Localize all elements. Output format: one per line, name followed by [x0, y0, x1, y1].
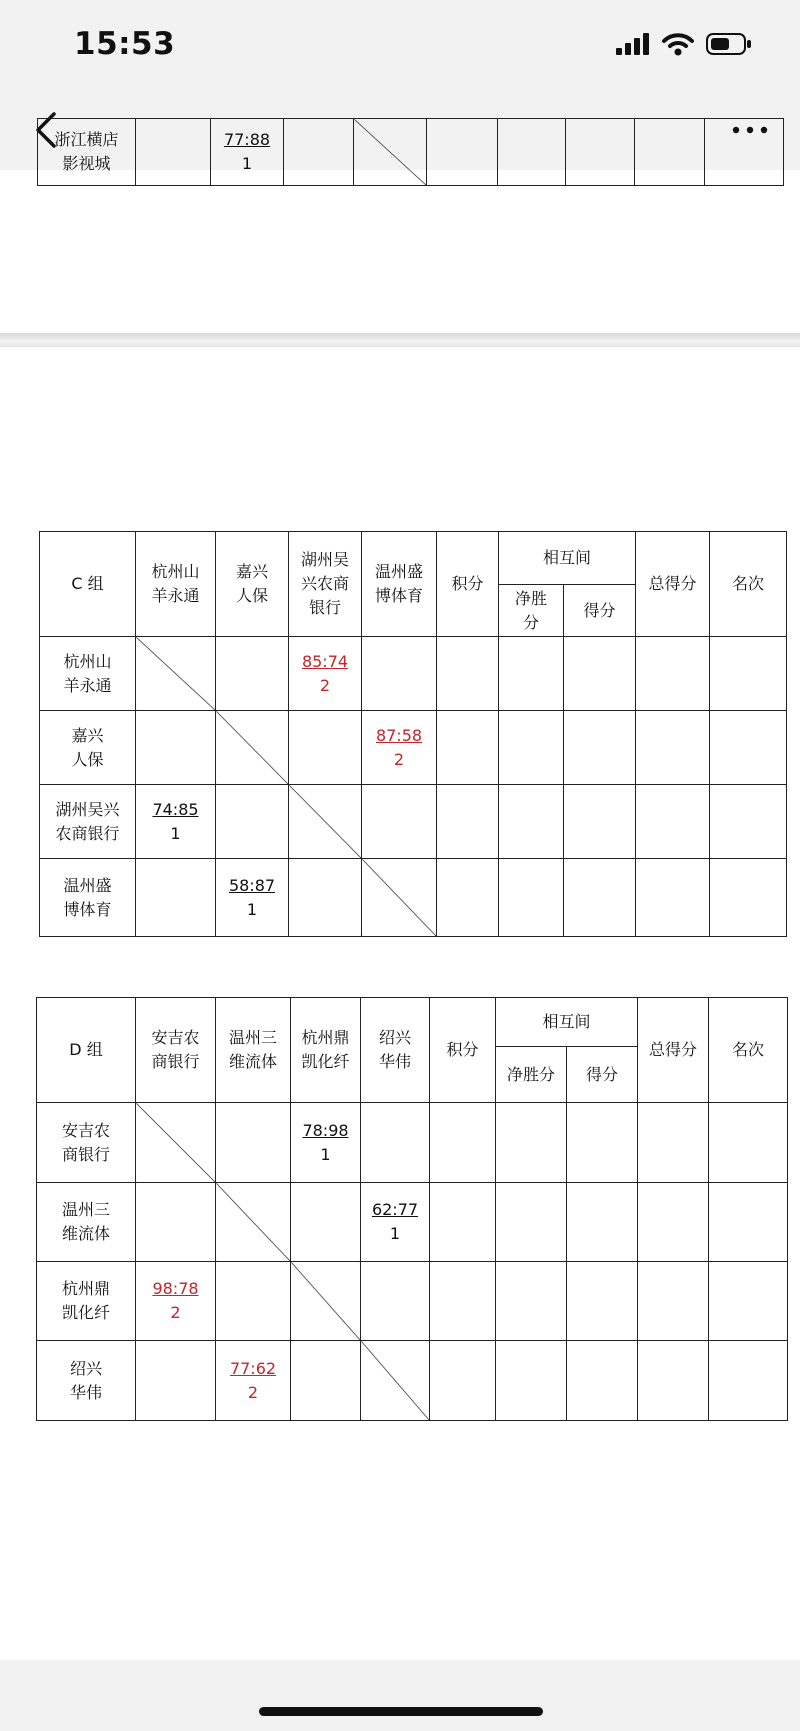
- table-row: [37, 1262, 788, 1341]
- points-cell: [430, 1341, 496, 1421]
- rank-cell: [710, 859, 787, 937]
- team-name-cell: 浙江横店 影视城: [38, 119, 136, 186]
- rank-cell: [709, 1103, 788, 1183]
- top-partial-table: [37, 118, 784, 186]
- net-cell: [499, 711, 564, 785]
- match-points: 2: [170, 1303, 181, 1322]
- page-separator: [0, 333, 800, 347]
- score-cell: [136, 1183, 216, 1262]
- net-cell: [496, 1103, 567, 1183]
- score-cell: [291, 1183, 361, 1262]
- diagonal-cell: [216, 1183, 291, 1262]
- diagonal-cell: [216, 711, 289, 785]
- row-team-name: 温州三 维流体: [37, 1183, 136, 1262]
- group-d-table: [36, 997, 788, 1421]
- status-icons: [616, 32, 752, 56]
- total-cell: [636, 711, 710, 785]
- net-cell: [499, 637, 564, 711]
- column-header-team: 温州盛 博体育: [362, 532, 437, 637]
- points-cell: [427, 119, 498, 186]
- home-indicator-bar: [0, 1660, 800, 1731]
- mutual-score-cell: [567, 1103, 638, 1183]
- column-header-team: 嘉兴 人保: [216, 532, 289, 637]
- score-cell: [216, 1103, 291, 1183]
- column-header-total: 总得分: [636, 532, 710, 637]
- group-title: D 组: [37, 998, 136, 1103]
- table-row: [37, 1183, 788, 1262]
- table-row: [40, 637, 787, 711]
- table-row: [40, 711, 787, 785]
- score-cell: [284, 119, 354, 186]
- total-cell: [638, 1341, 709, 1421]
- wifi-icon: [662, 32, 694, 56]
- score-cell: [291, 1103, 361, 1183]
- match-score: 74:85: [152, 799, 199, 819]
- match-points: 1: [170, 823, 181, 843]
- mutual-score-cell: [564, 637, 636, 711]
- rank-cell: [709, 1183, 788, 1262]
- match-score: 98:78: [152, 1279, 199, 1298]
- points-cell: [437, 785, 499, 859]
- score-cell: [289, 637, 362, 711]
- score-cell: [216, 637, 289, 711]
- score-cell: [216, 1341, 291, 1421]
- group-title: C 组: [40, 532, 136, 637]
- match-points: 1: [246, 899, 258, 919]
- diagonal-cell: [289, 785, 362, 859]
- column-header-rank: 名次: [709, 998, 788, 1103]
- mutual-score-cell: [564, 785, 636, 859]
- score-cell: [216, 859, 289, 937]
- column-header-team: 温州三 维流体: [216, 998, 291, 1103]
- total-cell: [636, 785, 710, 859]
- points-cell: [430, 1262, 496, 1341]
- net-cell: [496, 1341, 567, 1421]
- row-team-name: 杭州鼎 凯化纤: [37, 1262, 136, 1341]
- diagonal-cell: [362, 859, 437, 937]
- diagonal-cell: [354, 119, 427, 186]
- net-cell: [499, 785, 564, 859]
- points-cell: [437, 859, 499, 937]
- match-points: 2: [393, 749, 405, 769]
- match-points: 1: [389, 1224, 401, 1243]
- status-time: 15:53: [74, 26, 176, 62]
- column-header-team: 安吉农 商银行: [136, 998, 216, 1103]
- score-cell: [136, 1341, 216, 1421]
- score-cell: [362, 637, 437, 711]
- total-cell: [638, 1262, 709, 1341]
- mutual-score-cell: [566, 119, 635, 186]
- total-cell: [638, 1103, 709, 1183]
- column-header-team: 杭州山 羊永通: [136, 532, 216, 637]
- match-score: 77:62: [229, 1358, 277, 1378]
- match-points: 2: [247, 1382, 259, 1402]
- column-header-net: 净胜 分: [499, 585, 564, 637]
- row-team-name: 温州盛 博体育: [40, 859, 136, 937]
- total-cell: [636, 859, 710, 937]
- cellular-signal-icon: [616, 33, 650, 55]
- column-header-mutual: 相互间: [496, 998, 638, 1047]
- score-cell: [362, 711, 437, 785]
- match-score: 87:58: [375, 725, 423, 745]
- table-row: [40, 859, 787, 937]
- points-cell: [437, 637, 499, 711]
- column-header-mutual: 相互间: [499, 532, 636, 585]
- points-cell: [430, 1183, 496, 1262]
- points-cell: [437, 711, 499, 785]
- total-cell: [638, 1183, 709, 1262]
- score-cell: [216, 1262, 291, 1341]
- match-points: 2: [319, 675, 331, 695]
- column-header-team: 杭州鼎 凯化纤: [291, 998, 361, 1103]
- row-team-name: 湖州吴兴 农商银行: [40, 785, 136, 859]
- score-cell: [361, 1183, 430, 1262]
- document-viewer[interactable]: [0, 130, 800, 1660]
- mutual-score-cell: [567, 1262, 638, 1341]
- mutual-score-cell: [567, 1183, 638, 1262]
- diagonal-cell: [136, 637, 216, 711]
- battery-icon: [706, 32, 752, 56]
- total-cell: [635, 119, 705, 186]
- score-cell: [136, 859, 216, 937]
- score-cell: [136, 711, 216, 785]
- score-cell: [289, 711, 362, 785]
- column-header-points: 积分: [430, 998, 496, 1103]
- column-header-net: 净胜分: [496, 1047, 567, 1103]
- score-cell: [289, 859, 362, 937]
- match-points: 1: [320, 1144, 331, 1164]
- score-cell: [362, 785, 437, 859]
- total-cell: [636, 637, 710, 711]
- column-header-points: 积分: [437, 532, 499, 637]
- column-header-rank: 名次: [710, 532, 787, 637]
- rank-cell: [710, 711, 787, 785]
- rank-cell: [710, 637, 787, 711]
- score-cell: [291, 1341, 361, 1421]
- score-cell: [136, 785, 216, 859]
- score-cell: [361, 1262, 430, 1341]
- rank-cell: [709, 1341, 788, 1421]
- match-score: 78:98: [302, 1120, 349, 1140]
- points-cell: [430, 1103, 496, 1183]
- net-cell: [496, 1262, 567, 1341]
- score-cell: [216, 785, 289, 859]
- score-cell: [361, 1103, 430, 1183]
- match-score: 58:87: [228, 875, 276, 895]
- group-c-table: [39, 531, 787, 937]
- score-cell: 77:88 1: [211, 119, 284, 186]
- table-row: [37, 1103, 788, 1183]
- row-team-name: 安吉农 商银行: [37, 1103, 136, 1183]
- diagonal-cell: [291, 1262, 361, 1341]
- rank-cell: [705, 119, 784, 186]
- mutual-score-cell: [564, 711, 636, 785]
- row-team-name: 杭州山 羊永通: [40, 637, 136, 711]
- match-score: 62:77: [371, 1200, 419, 1219]
- mutual-score-cell: [567, 1341, 638, 1421]
- match-score: 85:74: [301, 651, 349, 671]
- column-header-score: 得分: [564, 585, 636, 637]
- diagonal-cell: [361, 1341, 430, 1421]
- net-cell: [499, 859, 564, 937]
- rank-cell: [710, 785, 787, 859]
- table-row: [37, 1341, 788, 1421]
- column-header-team: 湖州吴 兴农商 银行: [289, 532, 362, 637]
- net-cell: [498, 119, 566, 186]
- table-row: [40, 785, 787, 859]
- row-team-name: 绍兴 华伟: [37, 1341, 136, 1421]
- column-header-total: 总得分: [638, 998, 709, 1103]
- net-cell: [496, 1183, 567, 1262]
- score-cell: [136, 119, 211, 186]
- mutual-score-cell: [564, 859, 636, 937]
- column-header-team: 绍兴 华伟: [361, 998, 430, 1103]
- rank-cell: [709, 1262, 788, 1341]
- score-cell: [136, 1262, 216, 1341]
- status-bar: [0, 0, 800, 90]
- row-team-name: 嘉兴 人保: [40, 711, 136, 785]
- column-header-score: 得分: [567, 1047, 638, 1103]
- diagonal-cell: [136, 1103, 216, 1183]
- home-indicator[interactable]: [259, 1707, 543, 1716]
